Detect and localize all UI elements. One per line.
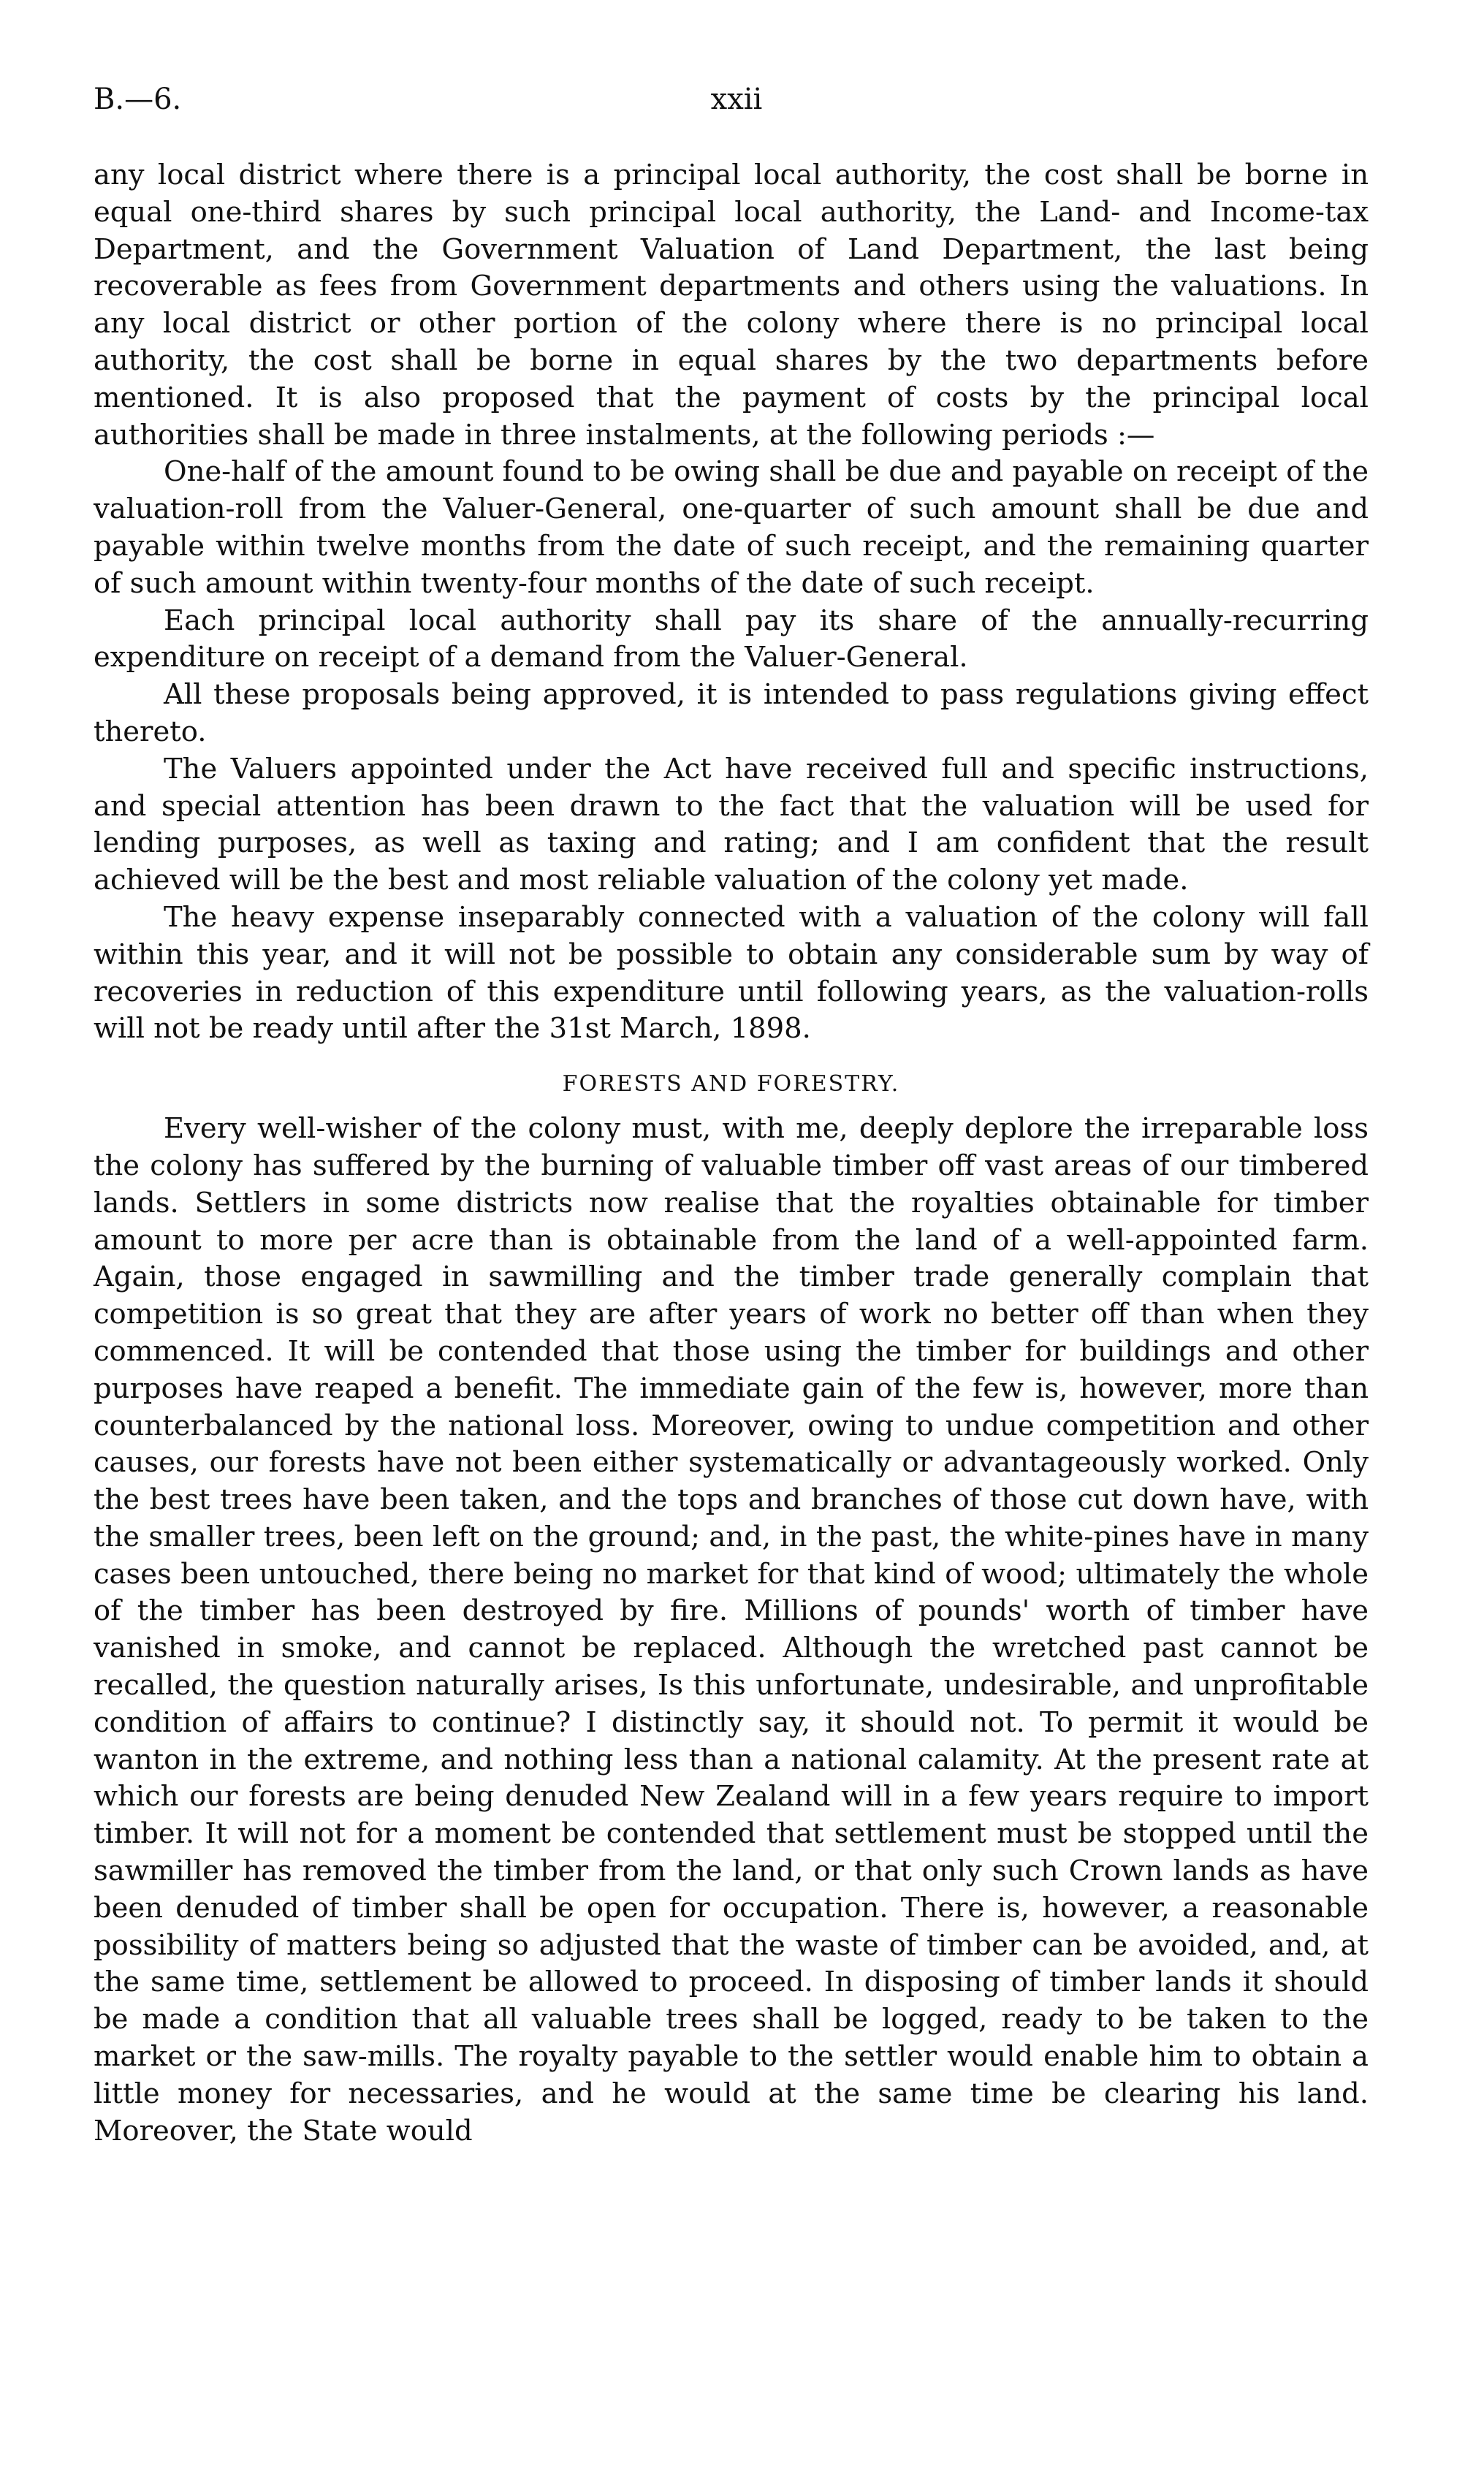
document-reference: B.—6. [94, 83, 182, 116]
paragraph: Each principal local authority shall pay its share of the annually-recurring expenditure on receipt of a demand from the Valuer-General. [94, 604, 1369, 674]
paragraph: any local district where there is a principal local authority, the cost shall be borne in equal one-third shares by such principal local authority, the Land- and Income-tax Department, and the Government Valuation of Land Department, the last being recoverable as fees from Government departments and others using the valuations. In any local district or other portion of the colony where there is no principal local authority, the cost shall be borne in equal shares by the two departments before mentioned. It is also proposed that the payment of costs by the principal local authorities shall be made in three instalments, at the following periods :— [94, 159, 1369, 452]
section-heading: FORESTS AND FORESTRY. [562, 1071, 900, 1097]
page-header [94, 82, 1380, 126]
body-text [94, 157, 1369, 2150]
page-number: xxii [710, 83, 763, 116]
paragraph: The heavy expense inseparably connected with a valuation of the colony will fall within this year, and it will not be possible to obtain any considerable sum by way of recoveries in reduction of this expenditure until following years, as the valuation-rolls will not be ready until after the 31st March, 1898. [94, 900, 1369, 1046]
paragraph: The Valuers appointed under the Act have received full and specific instructions, and special attention has been drawn to the fact that the valuation will be used for lending purposes, as well as taxing and rating; and I am confident that the result achieved will be the best and most reliable valuation of the colony yet made. [94, 752, 1369, 897]
paragraph: Every well-wisher of the colony must, with me, deeply deplore the irreparable loss the colony has suffered by the burning of valuable timber off vast areas of our timbered lands. Settlers in some districts now realise that the royalties obtainable for timber amount to more per acre than is obtainable from the land of a well-appointed farm. Again, those engaged in sawmilling and the timber trade generally complain that competition is so great that they are after years of work no better off than when they commenced. It will be contended that those using the timber for buildings and other purposes have reaped a benefit. The immediate gain of the few is, however, more than counterbalanced by the national loss. Moreover, owing to undue competition and other causes, our forests have not been either systematically or advantageously worked. Only the best trees have been taken, and the tops and branches of those cut down have, with the smaller trees, been left on the ground; and, in the past, the white-pines have in many cases been untouched, there being no market for that kind of wood; ultimately the whole of the timber has been destroyed by fire. Millions of pounds' worth of timber have vanished in smoke, and cannot be replaced. Although the wretched past cannot be recalled, the question naturally arises, Is this unfortunate, undesirable, and unprofitable condition of affairs to continue? I distinctly say, it should not. To permit it would be wanton in the extreme, and nothing less than a national calamity. At the present rate at which our forests are being denuded New Zealand will in a few years require to import timber. It will not for a moment be contended that settlement must be stopped until the sawmiller has removed the timber from the land, or that only such Crown lands as have been denuded of timber shall be open for occupation. There is, however, a reasonable possibility of matters being so adjusted that the waste of timber can be avoided, and, at the same time, settlement be allowed to proceed. In disposing of timber lands it should be made a condition that all valuable trees shall be logged, ready to be taken to the market or the saw-mills. The royalty payable to the settler would enable him to obtain a little money for necessaries, and he would at the same time be clearing his land. Moreover, the State would [94, 1112, 1369, 2147]
paragraph: All these proposals being approved, it is intended to pass regulations giving effect thereto. [94, 678, 1369, 748]
paragraph: One-half of the amount found to be owing shall be due and payable on receipt of the valuation-roll from the Valuer-General, one-quarter of such amount shall be due and payable within twelve months from the date of such receipt, and the remaining quarter of such amount within twenty-four months of the date of such receipt. [94, 455, 1369, 600]
